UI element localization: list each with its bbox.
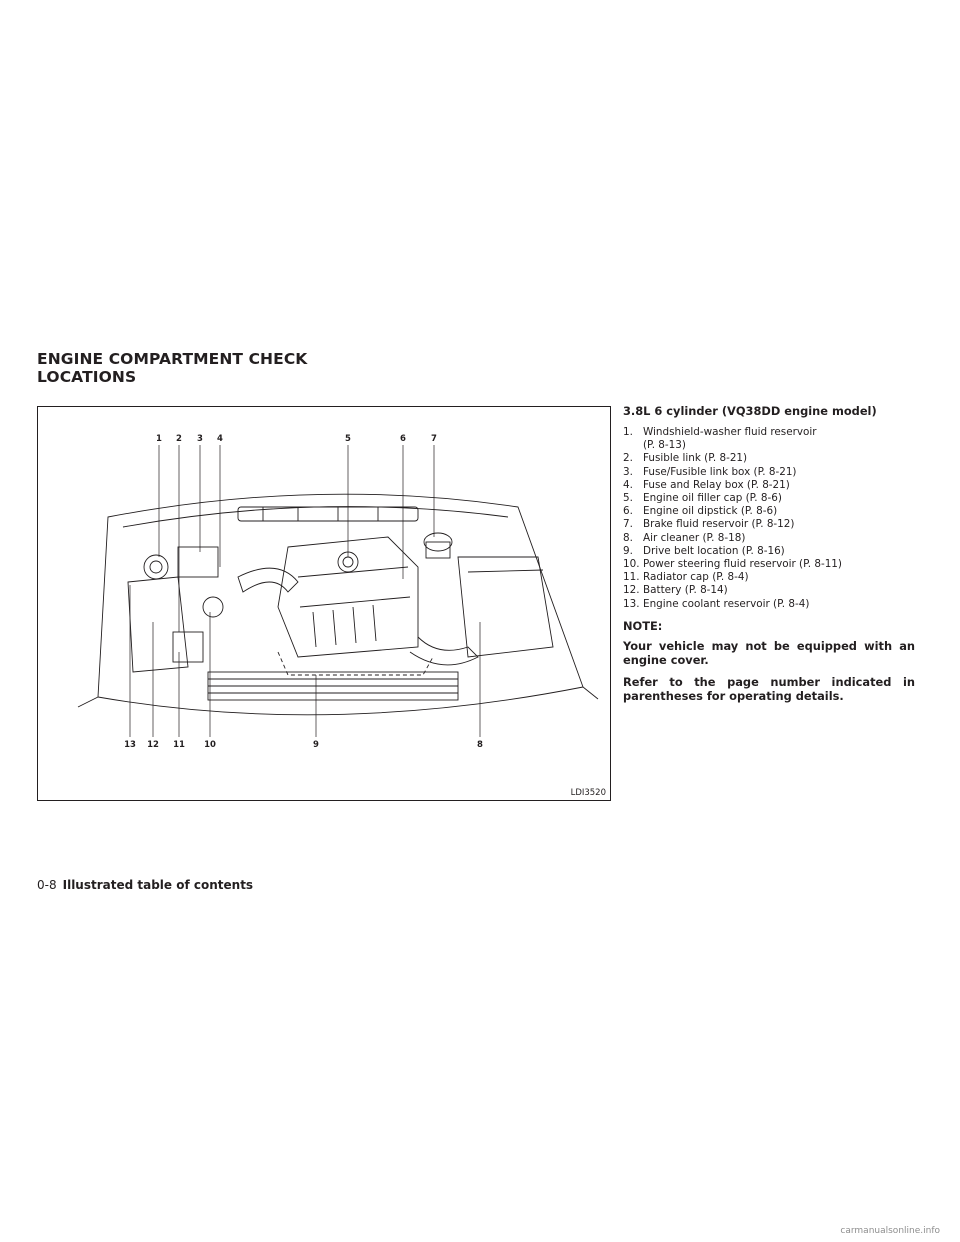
section-title — [37, 350, 307, 386]
callout-10: 10 — [204, 740, 216, 750]
engine-compartment-figure — [37, 406, 611, 801]
callout-11: 11 — [173, 740, 185, 750]
note-paragraph-2: Refer to the page number indicated in parentheses for operating details. — [623, 674, 915, 703]
callout-12: 12 — [147, 740, 159, 750]
list-item: 7. Brake fluid reservoir (P. 8-12) — [623, 518, 795, 531]
engine-heading: 3.8L 6 cylinder (VQ38DD engine model) — [623, 404, 877, 418]
page-number: 0-8 — [37, 878, 57, 892]
list-item: 8. Air cleaner (P. 8-18) — [623, 531, 746, 544]
list-item: 6. Engine oil dipstick (P. 8-6) — [623, 505, 778, 518]
list-item: 2. Fusible link (P. 8-21) — [623, 452, 748, 465]
callout-13: 13 — [124, 740, 136, 750]
footer-title: Illustrated table of contents — [62, 878, 254, 892]
watermark: carmanualsonline.info — [840, 1226, 940, 1236]
list-item: 9. Drive belt location (P. 8-16) — [623, 544, 785, 557]
section-title-line2: LOCATIONS — [37, 368, 137, 386]
callout-8: 8 — [477, 740, 483, 750]
engine-legend — [623, 404, 923, 711]
callout-4: 4 — [217, 434, 223, 444]
page-footer — [37, 878, 253, 892]
item-list — [623, 426, 923, 611]
list-item: 10. Power steering fluid reservoir (P. 8-11) — [623, 558, 842, 571]
list-item: 12. Battery (P. 8-14) — [623, 584, 728, 597]
callout-2: 2 — [176, 434, 182, 444]
callout-5: 5 — [345, 434, 351, 444]
list-item: 4. Fuse and Relay box (P. 8-21) — [623, 478, 790, 491]
list-item: 13. Engine coolant reservoir (P. 8-4) — [623, 597, 810, 610]
section-title-line1: ENGINE COMPARTMENT CHECK — [37, 350, 308, 368]
figure-code: LDI3520 — [570, 788, 606, 798]
list-item: 5. Engine oil filler cap (P. 8-6) — [623, 492, 782, 505]
callout-3: 3 — [197, 434, 203, 444]
callout-9: 9 — [313, 740, 319, 750]
callout-6: 6 — [400, 434, 406, 444]
list-item: 1. Windshield-washer fluid reservoir (P. 8-13) — [623, 426, 817, 452]
list-item: 3. Fuse/Fusible link box (P. 8-21) — [623, 465, 797, 478]
list-item: 11. Radiator cap (P. 8-4) — [623, 571, 749, 584]
note-paragraph-1: Your vehicle may not be equipped with an engine cover. — [623, 638, 915, 667]
callout-1: 1 — [156, 434, 162, 444]
note-heading: NOTE: — [623, 618, 663, 633]
callout-7: 7 — [431, 434, 437, 444]
